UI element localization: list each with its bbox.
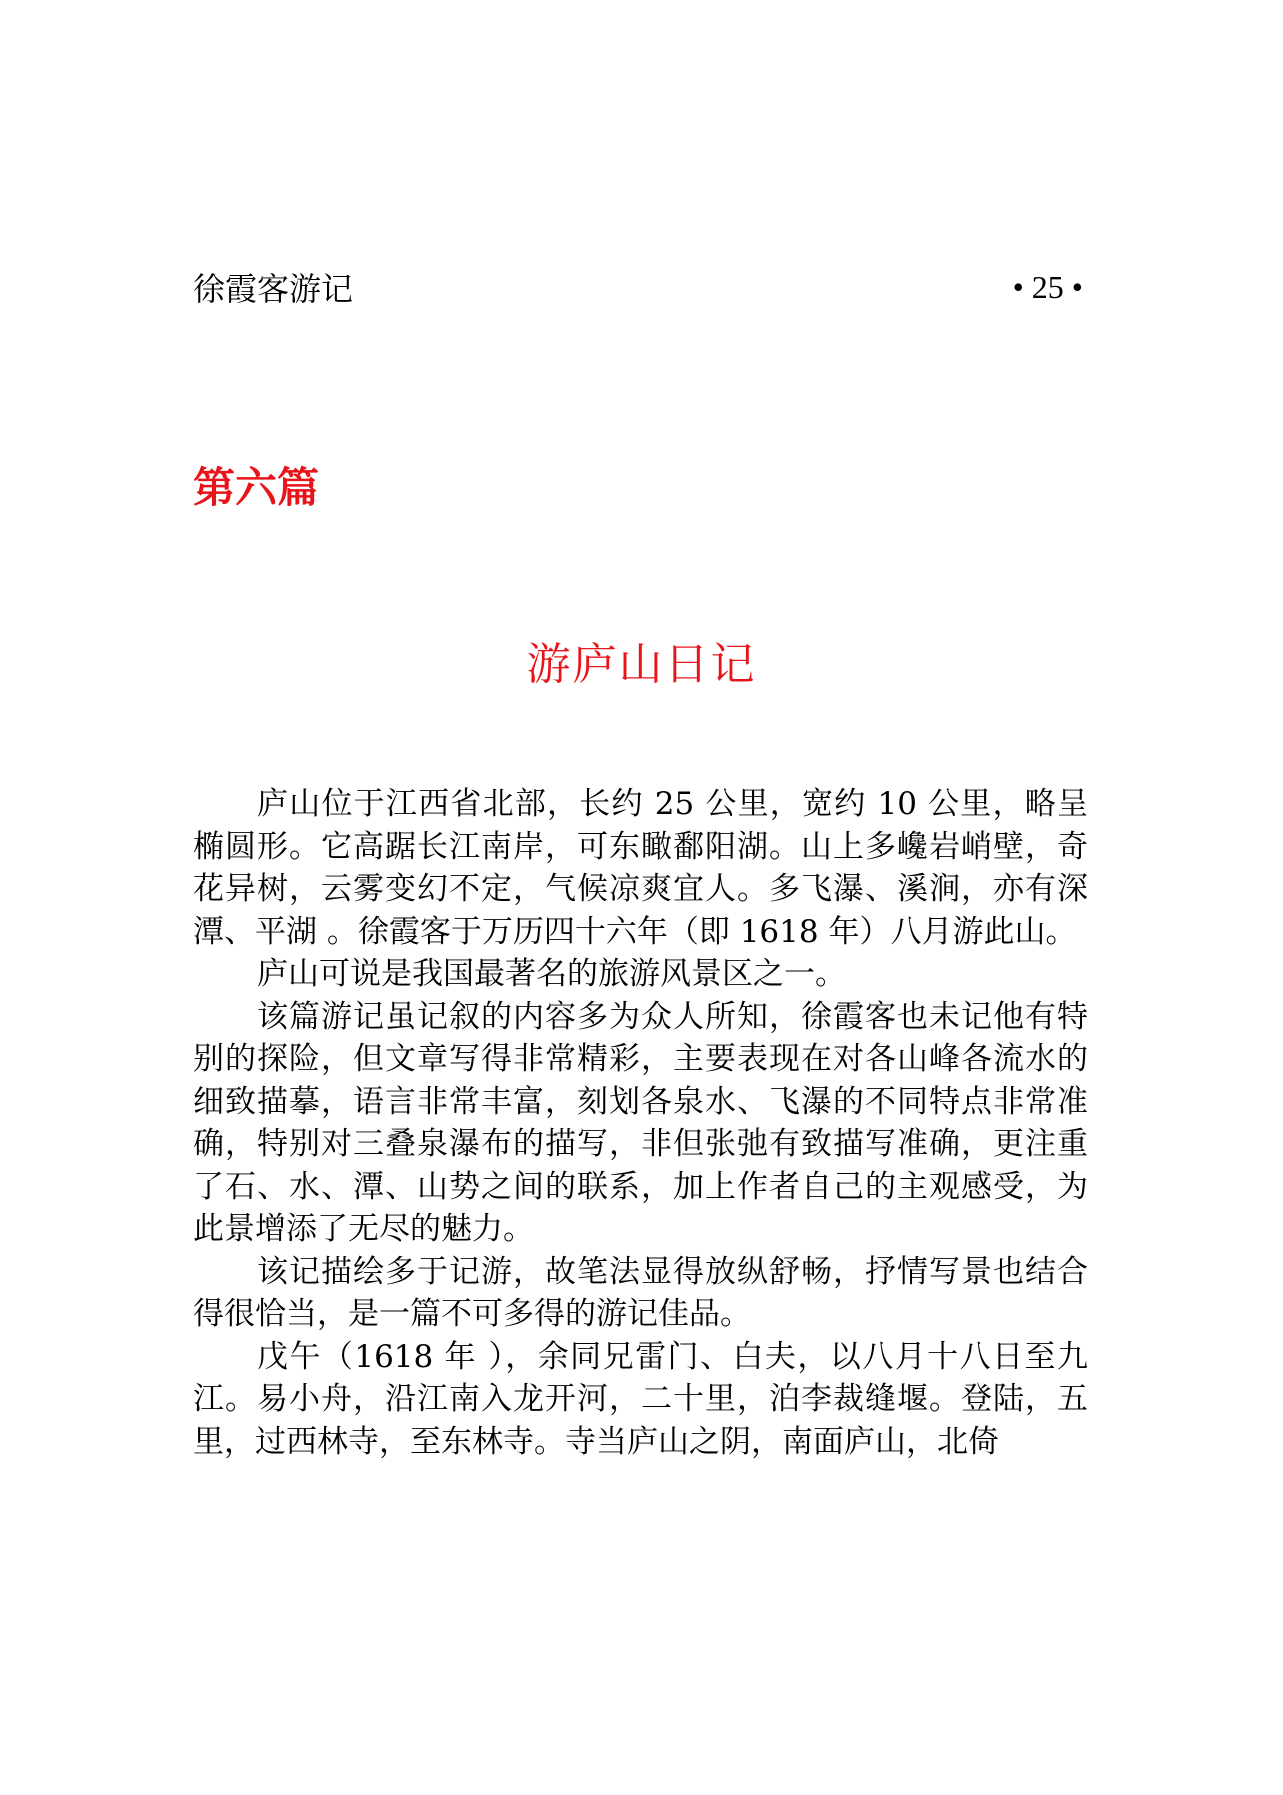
page-number: • 25 •: [1012, 268, 1083, 305]
article-title: 游庐山日记: [526, 639, 757, 690]
paragraph: 庐山位于江西省北部，长约 25 公里，宽约 10 公里，略呈椭圆形。它高踞长江南岸，可东瞰鄱阳湖。山上多巉岩峭壁，奇花异树，云雾变幻不定，气候凉爽宜人。多飞瀑、溪涧，亦有深潭、平湖 。徐霞客于万历四十六年（即 1618 年）八月游此山。: [193, 786, 1088, 950]
paragraph: 该篇游记虽记叙的内容多为众人所知，徐霞客也未记他有特别的探险，但文章写得非常精彩，主要表现在对各山峰各流水的细致描摹，语言非常丰富，刻划各泉水、飞瀑的不同特点非常准确，特别对三叠泉瀑布的描写，非但张弛有致描写准确，更注重了石、水、潭、山势之间的联系，加上作者自己的主观感受，为此景增添了无尽的魅力。: [193, 998, 1088, 1247]
paragraph: 庐山可说是我国最著名的旅游风景区之一。: [257, 956, 846, 992]
chapter-label: 第六篇: [193, 463, 320, 512]
body-text: [193, 783, 1088, 1463]
paragraph: 该记描绘多于记游，故笔法显得放纵舒畅，抒情写景也结合得很恰当，是一篇不可多得的游记佳品。: [193, 1253, 1088, 1332]
running-header: [193, 262, 1083, 312]
paragraph: 戊午（1618 年 ），余同兄雷门、白夫，以八月十八日至九江。易小舟，沿江南入龙开河，二十里，泊李裁缝堰。登陆，五里，过西林寺，至东林寺。寺当庐山之阴，南面庐山，北倚: [193, 1338, 1088, 1460]
book-title: 徐霞客游记: [193, 270, 354, 308]
